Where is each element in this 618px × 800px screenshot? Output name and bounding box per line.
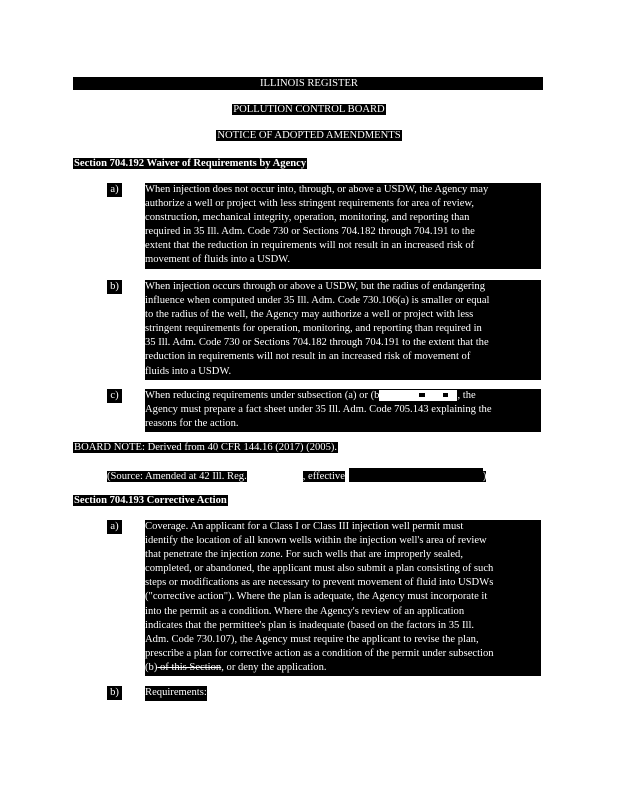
paragraph-704-192-b bbox=[145, 280, 541, 380]
register-title bbox=[0, 77, 618, 90]
section-704-192-title bbox=[73, 157, 307, 170]
struck-text: of this Section bbox=[157, 661, 222, 673]
text-line bbox=[145, 389, 541, 403]
board-title bbox=[0, 103, 618, 116]
redaction-block bbox=[349, 468, 483, 482]
text-line: into the permit as a condition. Where the Agency's review of an application bbox=[145, 605, 465, 617]
source-note bbox=[107, 468, 486, 482]
text-line: indicates that the permittee's plan is inadequate (based on the factors in 35 Ill. bbox=[145, 619, 475, 631]
text-line: Adm. Code 730.107), the Agency must require the applicant to revise the plan, bbox=[145, 633, 479, 645]
text-line: required in 35 Ill. Adm. Code 730 or Sections 704.182 through 704.191 to the bbox=[145, 226, 475, 238]
source-start: (Source: Amended at 42 Ill. Reg. bbox=[107, 471, 247, 482]
text-line: 35 Ill. Adm. Code 730 or Sections 704.182 through 704.191 to the extent that the bbox=[145, 337, 489, 349]
text-line: influence when computed under 35 Ill. Adm. Code 730.106(a) is smaller or equal bbox=[145, 295, 490, 307]
text-fragment: , or deny the application. bbox=[221, 661, 327, 673]
text-line: steps or modifications as are necessary to prevent movement of fluid into USDWs bbox=[145, 577, 494, 589]
text-fragment: , the bbox=[457, 390, 476, 401]
item-marker-c: c) bbox=[107, 389, 122, 403]
item-marker-a: a) bbox=[107, 183, 122, 197]
section-704-193-title-text: Section 704.193 Corrective Action bbox=[74, 495, 227, 506]
text-line: Requirements: bbox=[145, 687, 207, 698]
redaction-mark bbox=[443, 393, 448, 397]
item-marker-a: a) bbox=[107, 520, 122, 534]
redaction-mark bbox=[419, 393, 425, 397]
text-line: reasons for the action. bbox=[145, 418, 239, 430]
item-marker-b: b) bbox=[107, 686, 122, 700]
source-end: ) bbox=[482, 471, 487, 482]
text-line: construction, mechanical integrity, operation, monitoring, and reporting than bbox=[145, 212, 470, 224]
text-line: that penetrate the injection zone. For such wells that are improperly sealed, bbox=[145, 549, 463, 561]
text-line: When injection does not occur into, through, or above a USDW, the Agency may bbox=[145, 184, 489, 195]
text-line: ("corrective action"). Where the plan is adequate, the Agency must incorporate it bbox=[145, 591, 488, 603]
text-line: to the radius of the well, the Agency may authorize a well or project with less bbox=[145, 309, 474, 321]
text-line: extent that the reduction in requirements will not result in an increased risk of bbox=[145, 240, 475, 252]
text-line: prescribe a plan for corrective action as a condition of the permit under subsection bbox=[145, 647, 494, 659]
redaction-gap bbox=[247, 468, 303, 480]
paragraph-704-193-b bbox=[145, 686, 207, 701]
text-line: movement of fluids into a USDW. bbox=[145, 254, 290, 266]
text-line: stringent requirements for operation, monitoring, and reporting than required in bbox=[145, 323, 482, 335]
text-line: Agency must prepare a fact sheet under 35 Ill. Adm. Code 705.143 explaining the bbox=[145, 404, 492, 416]
section-704-192-title-text: Section 704.192 Waiver of Requirements by Agency bbox=[74, 158, 307, 169]
notice-title bbox=[0, 129, 618, 142]
text-line: Coverage. An applicant for a Class I or Class III injection well permit must bbox=[145, 521, 464, 532]
board-note-text: BOARD NOTE: Derived from 40 CFR 144.16 (2017) (2005). bbox=[74, 442, 338, 453]
board-note bbox=[73, 441, 338, 454]
text-fragment: When reducing requirements under subsection (a) or (b bbox=[145, 390, 380, 401]
paragraph-704-192-c bbox=[145, 389, 541, 432]
board-title-text: POLLUTION CONTROL BOARD bbox=[233, 104, 385, 115]
source-mid: , effective bbox=[302, 471, 345, 482]
text-line: When injection occurs through or above a USDW, but the radius of endangering bbox=[145, 281, 485, 292]
text-line bbox=[145, 661, 541, 675]
paragraph-704-192-a bbox=[145, 183, 541, 269]
text-line: reduction in requirements will not result in an increased risk of movement of bbox=[145, 351, 471, 363]
text-line: authorize a well or project with less stringent requirements for area of review, bbox=[145, 198, 475, 210]
item-marker-b: b) bbox=[107, 280, 122, 294]
notice-title-text: NOTICE OF ADOPTED AMENDMENTS bbox=[217, 130, 401, 141]
text-line: fluids into a USDW. bbox=[145, 365, 232, 377]
text-line: completed, or abandoned, the applicant must also submit a plan consisting of such bbox=[145, 563, 494, 575]
text-line: identify the location of all known wells within the injection well's area of review bbox=[145, 535, 487, 547]
section-704-193-title bbox=[73, 494, 228, 507]
text-fragment: (b) bbox=[145, 661, 158, 673]
redaction-gap bbox=[379, 390, 457, 401]
register-title-text: ILLINOIS REGISTER bbox=[260, 78, 358, 89]
paragraph-704-193-a bbox=[145, 520, 541, 676]
